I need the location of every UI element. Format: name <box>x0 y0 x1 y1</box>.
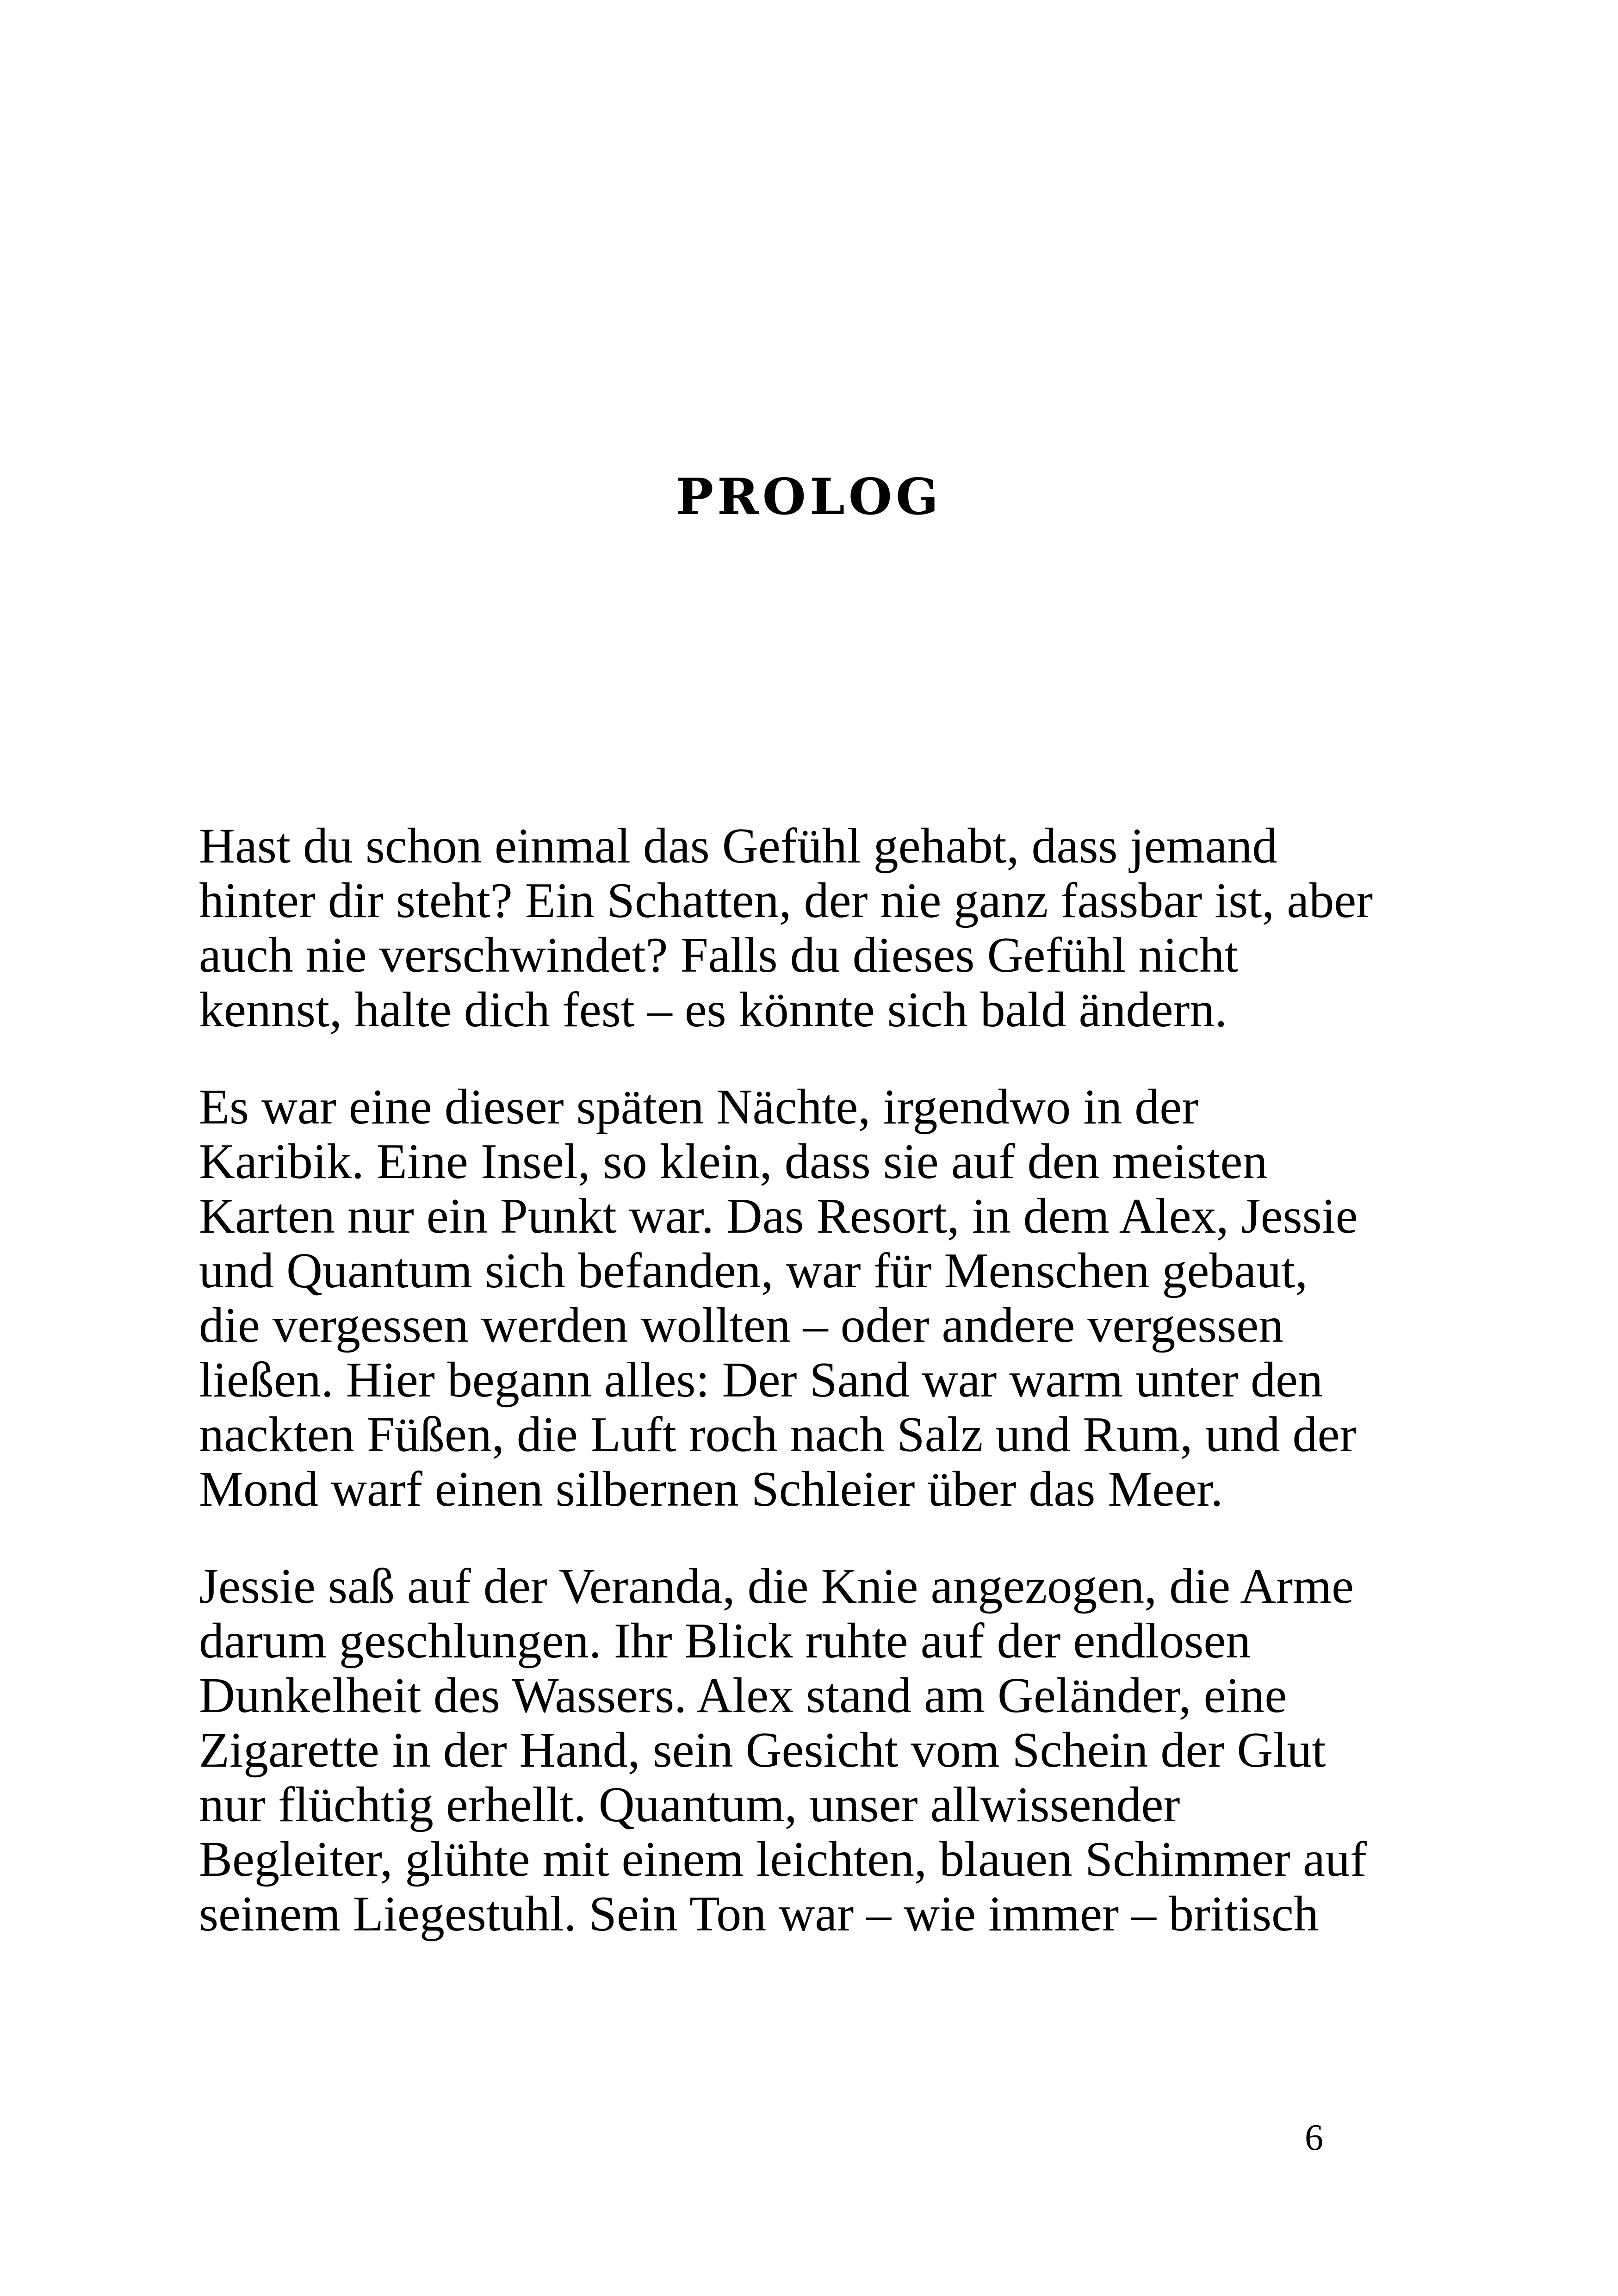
text-line: Hast du schon einmal das Gefühl gehabt, dass jemand <box>199 819 1277 874</box>
text-line: Dunkelheit des Wassers. Alex stand am Geländer, eine <box>199 1668 1287 1723</box>
text-line: Mond warf einen silbernen Schleier über das Meer. <box>199 1462 1223 1517</box>
text-line: Karten nur ein Punkt war. Das Resort, in dem Alex, Jessie <box>199 1189 1358 1244</box>
chapter-title: PROLOG <box>676 468 942 526</box>
body-text <box>199 819 1411 1942</box>
paragraph <box>199 1080 1411 1517</box>
text-line: Jessie saß auf der Veranda, die Knie angezogen, die Arme <box>199 1559 1354 1614</box>
text-line: ließen. Hier begann alles: Der Sand war warm unter den <box>199 1353 1323 1408</box>
text-line: Begleiter, glühte mit einem leichten, blauen Schimmer auf <box>199 1832 1367 1887</box>
text-line: und Quantum sich befanden, war für Menschen gebaut, <box>199 1243 1308 1298</box>
text-line: Karibik. Eine Insel, so klein, dass sie auf den meisten <box>199 1134 1268 1189</box>
text-line: hinter dir steht? Ein Schatten, der nie ganz fassbar ist, aber <box>199 873 1373 928</box>
text-line: seinem Liegestuhl. Sein Ton war – wie immer – britisch <box>199 1886 1319 1942</box>
text-line: darum geschlungen. Ihr Blick ruhte auf der endlosen <box>199 1613 1251 1669</box>
text-line: kennst, halte dich fest – es könnte sich bald ändern. <box>199 982 1227 1037</box>
text-line: Zigarette in der Hand, sein Gesicht vom Schein der Glut <box>199 1723 1326 1778</box>
text-line: nur flüchtig erhellt. Quantum, unser allwissender <box>199 1777 1180 1832</box>
text-line: die vergessen werden wollten – oder andere vergessen <box>199 1298 1284 1353</box>
paragraph <box>199 1559 1411 1942</box>
text-line: auch nie verschwindet? Falls du dieses Gefühl nicht <box>199 928 1239 983</box>
text-line: Es war eine dieser späten Nächte, irgendwo in der <box>199 1080 1199 1135</box>
page-number: 6 <box>1305 2117 1323 2158</box>
text-line: nackten Füßen, die Luft roch nach Salz und Rum, und der <box>199 1407 1357 1462</box>
paragraph <box>199 819 1411 1037</box>
